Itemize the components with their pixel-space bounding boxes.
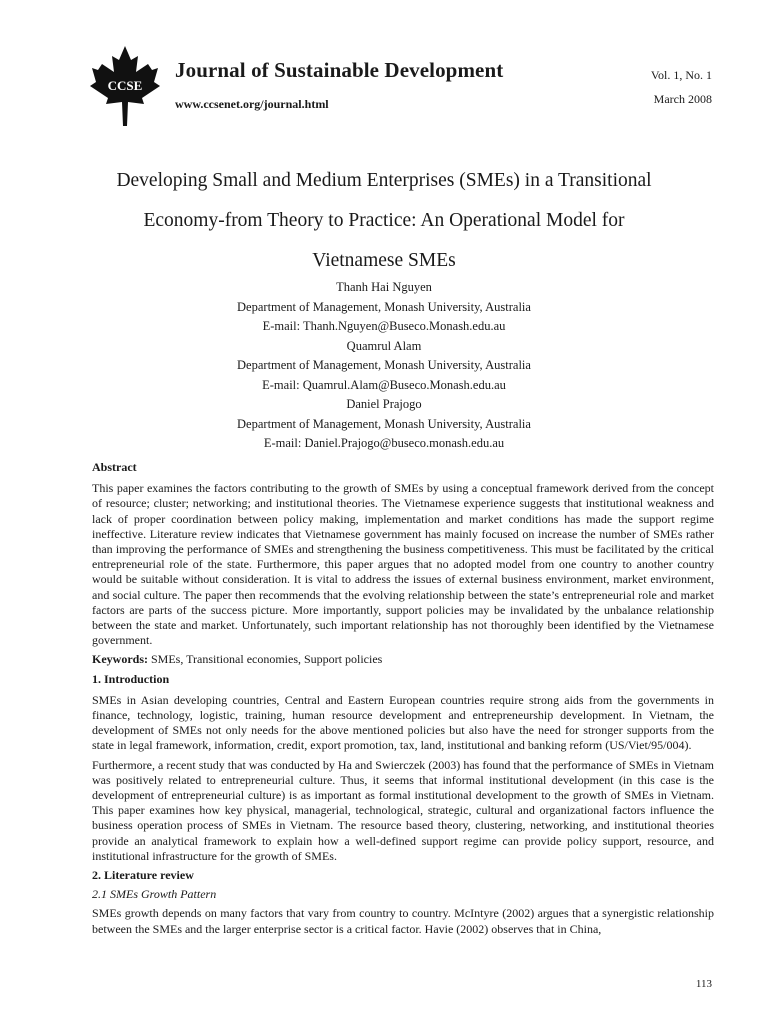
ccse-logo bbox=[90, 44, 160, 126]
paragraph: Furthermore, a recent study that was conducted by Ha and Swierczek (2003) has found that the performance of SMEs in Vietnam was positively related to entrepreneurial culture. Thus, it seems that informal institutional development (in this case is the development of entrepreneurial culture) is as important as formal institutional development to the growth of SMEs in Vietnam. This paper examines how key physical, managerial, technological, strategic, cultural and organizational factors influence the business operation process of SMEs in Vietnam. The resource based theory, clustering, networking, and institutional theories provide an analytical framework to explain how a well-defined support regime can provide policy support, resource, and institutional infrastructure for the growth of SMEs. bbox=[92, 757, 714, 863]
author-affiliation: Department of Management, Monash University, Australia bbox=[237, 299, 531, 314]
abstract-heading: Abstract bbox=[92, 460, 137, 474]
journal-header bbox=[0, 0, 768, 140]
title-line-1: Developing Small and Medium Enterprises (SMEs) in a Transitional bbox=[116, 170, 652, 191]
author-affiliation: Department of Management, Monash University, Australia bbox=[237, 358, 531, 372]
author-email: E-mail: Thanh.Nguyen@Buseco.Monash.edu.au bbox=[262, 319, 506, 333]
keywords-text: SMEs, Transitional economies, Support policies bbox=[148, 652, 383, 667]
section-heading-introduction: 1. Introduction bbox=[92, 671, 170, 686]
author-email: E-mail: Daniel.Prajogo@buseco.monash.edu.au bbox=[263, 436, 505, 450]
paper-body bbox=[92, 460, 714, 937]
keywords bbox=[92, 652, 714, 667]
logo-text: CCSE bbox=[107, 78, 143, 93]
keywords-label: Keywords: bbox=[92, 652, 148, 667]
paragraph: SMEs in Asian developing countries, Central and Eastern European countries require strong aids from the governments in finance, technology, logistic, training, human resource development and entrepreneurship development. In Vietnam, the development of SMEs not only needs for the above mentioned policies but also have the need for stronger supports from the state in legal framework, information, credit, export promotion, tax, land, institutional and banking reform (US/Viet/95/004). bbox=[92, 692, 714, 753]
paragraph: SMEs growth depends on many factors that vary from country to country. McIntyre (2002) argues that a synergistic relationship between the SMEs and the larger enterprise sector is a critical factor. Havie (2002) observes that in China, bbox=[92, 906, 714, 936]
author-name: Quamrul Alam bbox=[346, 338, 422, 353]
author-name: Daniel Prajogo bbox=[346, 397, 422, 411]
journal-title: Journal of Sustainable Development bbox=[175, 58, 504, 82]
author-name: Thanh Hai Nguyen bbox=[336, 280, 432, 294]
title-line-2: Economy-from Theory to Practice: An Operational Model for bbox=[143, 210, 625, 231]
section-heading-literature-review: 2. Literature review bbox=[92, 868, 194, 883]
maple-leaf-icon bbox=[90, 44, 160, 126]
page-number: 113 bbox=[695, 978, 712, 990]
author-email: E-mail: Quamrul.Alam@Buseco.Monash.edu.au bbox=[262, 377, 506, 392]
author-affiliation: Department of Management, Monash University, Australia bbox=[237, 416, 531, 431]
author-block bbox=[80, 278, 688, 454]
abstract-text: This paper examines the factors contributing to the growth of SMEs by using a conceptual framework derived from the concept of resource; cluster; networking; and institutional theories. The Vietnamese experience suggests that institutional weakness and lack of proper coordination between policy making, implementation and market conditions has made the support regime ineffective. Literature review indicates that Vietnamese government has mainly focused on increase the number of SMEs rather than improving the performance of SMEs and strengthening the business competitiveness. This must be facilitated by the critical entrepreneurial role of the state. Furthermore, this paper argues that no adopted model from one country to another country would be suitable without consideration. It is vital to address the issues of external business environment, market environment, and social culture. The paper then recommends that the evolving relationship between the state’s entrepreneurial role and market factors are parts of the success picture. More importantly, support policies may be invalidated by the unbalance relationship between the state and market. Unfortunately, such important relationship has not thoroughly been identified by the Vietnamese government. bbox=[92, 481, 714, 648]
subsection-heading: 2.1 SMEs Growth Pattern bbox=[92, 887, 217, 902]
volume-info: Vol. 1, No. 1 bbox=[650, 68, 712, 82]
journal-url[interactable]: www.ccsenet.org/journal.html bbox=[175, 97, 329, 111]
paper-title bbox=[80, 161, 688, 281]
issue-date: March 2008 bbox=[653, 92, 712, 106]
title-line-3: Vietnamese SMEs bbox=[312, 250, 456, 271]
